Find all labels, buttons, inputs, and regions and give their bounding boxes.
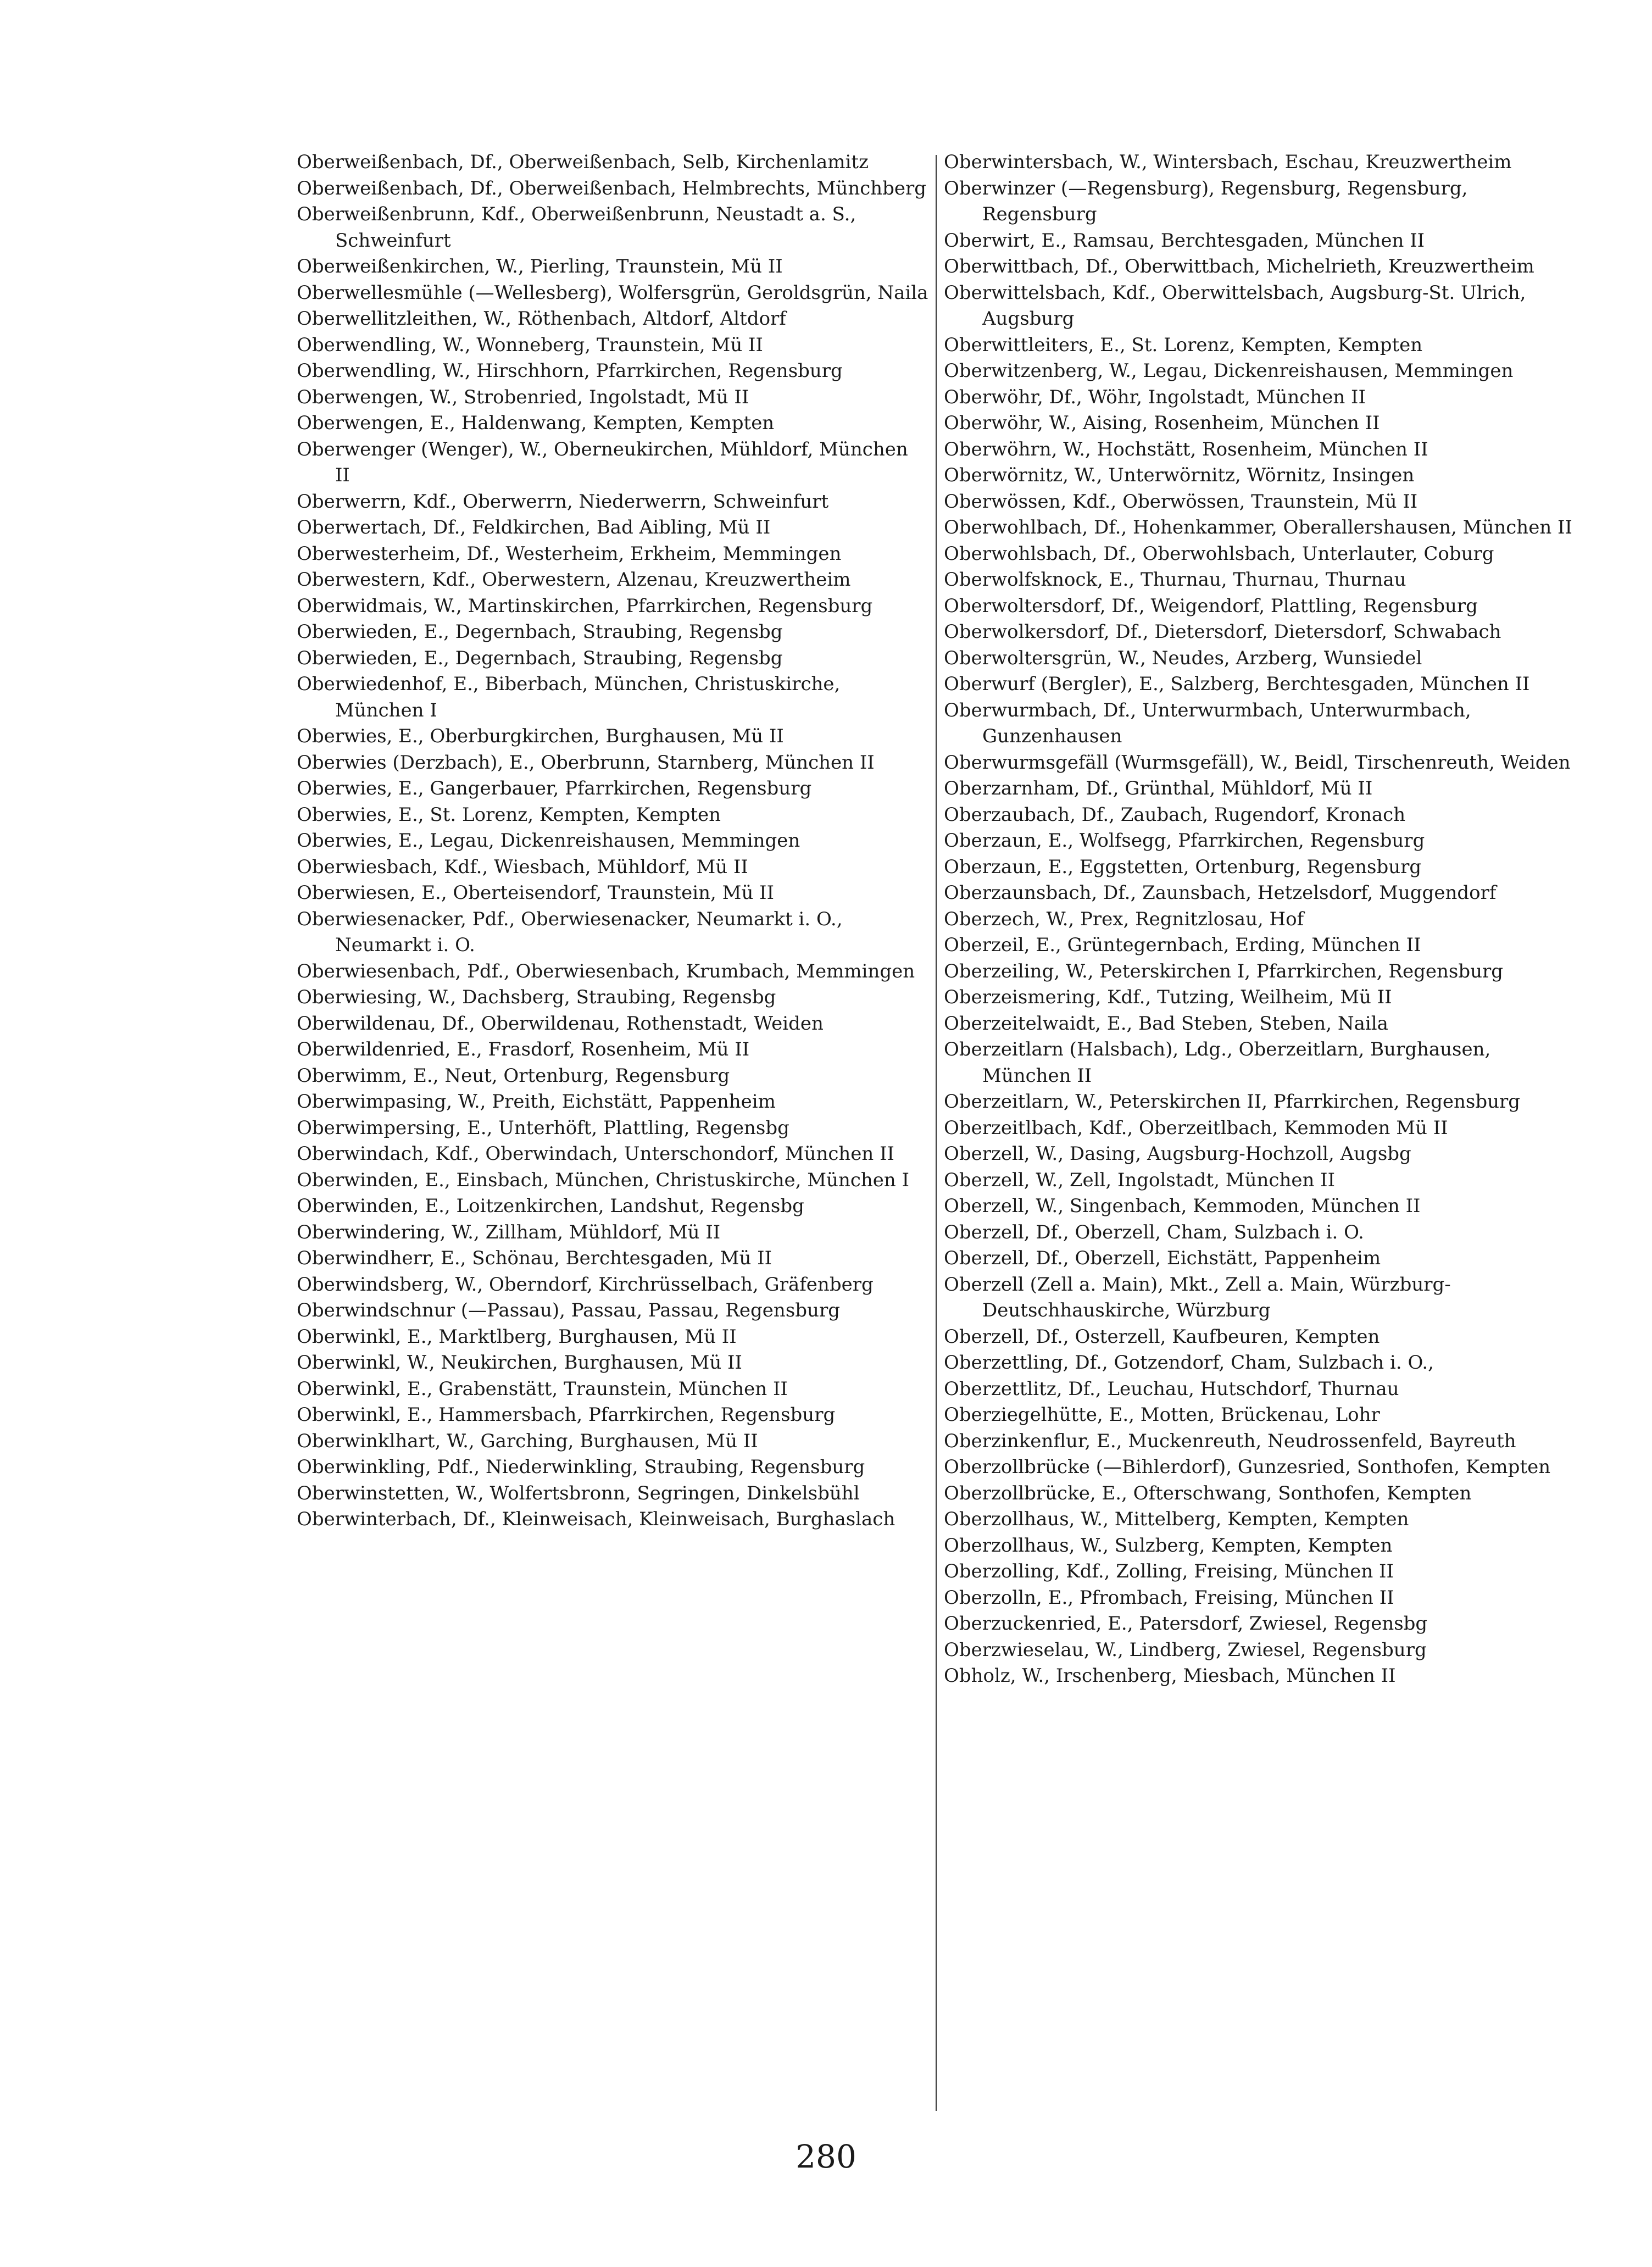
gazetteer-entry: Oberzell, W., Zell, Ingolstadt, München II — [944, 1169, 1336, 1191]
gazetteer-entry: Oberzollhaus, W., Mittelberg, Kempten, Kempten — [944, 1508, 1409, 1530]
gazetteer-entry: Oberzaun, E., Eggstetten, Ortenburg, Regensburg — [944, 855, 1422, 878]
right-column — [944, 149, 1576, 1690]
gazetteer-entry: Oberwitzenberg, W., Legau, Dickenreishausen, Memmingen — [944, 360, 1514, 382]
gazetteer-entry: Oberzaubach, Df., Zaubach, Rugendorf, Kronach — [944, 803, 1406, 826]
gazetteer-entry: Oberwinden, E., Loitzenkirchen, Landshut, Regensbg — [297, 1195, 804, 1217]
gazetteer-entry: Oberwenger (Wenger), W., Oberneukirchen, Mühldorf, München II — [297, 438, 908, 486]
gazetteer-entry: Oberzeitlbach, Kdf., Oberzeitlbach, Kemmoden Mü II — [944, 1116, 1448, 1139]
gazetteer-entry: Oberwoltersgrün, W., Neudes, Arzberg, Wunsiedel — [944, 647, 1422, 669]
gazetteer-entry: Oberweißenbrunn, Kdf., Oberweißenbrunn, Neustadt a. S., Schweinfurt — [297, 203, 856, 252]
gazetteer-entry: Oberzeismering, Kdf., Tutzing, Weilheim, Mü II — [944, 986, 1392, 1008]
gazetteer-entry: Oberwirt, E., Ramsau, Berchtesgaden, München II — [944, 229, 1425, 252]
gazetteer-entry: Oberwinkl, E., Hammersbach, Pfarrkirchen, Regensburg — [297, 1404, 836, 1426]
gazetteer-entry: Oberwöhrn, W., Hochstätt, Rosenheim, München II — [944, 438, 1428, 460]
gazetteer-entry: Oberwinkl, E., Grabenstätt, Traunstein, München II — [297, 1377, 788, 1400]
gazetteer-entry: Oberzaunsbach, Df., Zaunsbach, Hetzelsdorf, Muggendorf — [944, 882, 1497, 904]
gazetteer-entry: Oberwiesen, E., Oberteisendorf, Traunstein, Mü II — [297, 882, 775, 904]
gazetteer-entry: Oberwittbach, Df., Oberwittbach, Michelrieth, Kreuzwertheim — [944, 255, 1534, 277]
gazetteer-entry: Oberwössen, Kdf., Oberwössen, Traunstein, Mü II — [944, 490, 1418, 513]
gazetteer-entry: Oberzell, Df., Oberzell, Eichstätt, Pappenheim — [944, 1247, 1381, 1269]
gazetteer-entry: Oberwiedenhof, E., Biberbach, München, Christuskirche, München I — [297, 673, 841, 721]
gazetteer-entry: Oberwurmsgefäll (Wurmsgefäll), W., Beidl, Tirschenreuth, Weiden — [944, 751, 1571, 774]
gazetteer-entry: Oberzeitlarn (Halsbach), Ldg., Oberzeitlarn, Burghausen, München II — [944, 1038, 1491, 1087]
gazetteer-entry: Oberwiesbach, Kdf., Wiesbach, Mühldorf, Mü II — [297, 855, 748, 878]
gazetteer-entry: Oberwieden, E., Degernbach, Straubing, Regensbg — [297, 621, 783, 643]
gazetteer-entry: Oberzuckenried, E., Patersdorf, Zwiesel, Regensbg — [944, 1613, 1428, 1635]
gazetteer-entry: Oberwendling, W., Hirschhorn, Pfarrkirchen, Regensburg — [297, 360, 843, 382]
gazetteer-entry: Oberziegelhütte, E., Motten, Brückenau, Lohr — [944, 1404, 1380, 1426]
gazetteer-entry: Oberweißenbach, Df., Oberweißenbach, Helmbrechts, Münchberg — [297, 177, 927, 199]
gazetteer-entry: Oberzaun, E., Wolfsegg, Pfarrkirchen, Regensburg — [944, 830, 1425, 852]
gazetteer-entry: Oberwengen, E., Haldenwang, Kempten, Kempten — [297, 412, 775, 434]
gazetteer-entry: Oberwinstetten, W., Wolfertsbronn, Segringen, Dinkelsbühl — [297, 1482, 860, 1504]
gazetteer-entry: Oberwiesenbach, Pdf., Oberwiesenbach, Krumbach, Memmingen — [297, 960, 915, 982]
gazetteer-entry: Oberwies (Derzbach), E., Oberbrunn, Starnberg, München II — [297, 751, 875, 774]
gazetteer-entry: Oberwinzer (—Regensburg), Regensburg, Regensburg, Regensburg — [944, 177, 1468, 225]
gazetteer-entry: Oberwies, E., Legau, Dickenreishausen, Memmingen — [297, 830, 800, 852]
gazetteer-entry: Oberzollhaus, W., Sulzberg, Kempten, Kempten — [944, 1534, 1393, 1557]
gazetteer-entry: Oberwellesmühle (—Wellesberg), Wolfersgrün, Geroldsgrün, Naila — [297, 281, 928, 304]
gazetteer-entry: Oberwoltersdorf, Df., Weigendorf, Plattling, Regensburg — [944, 594, 1478, 617]
page-number: 280 — [796, 2138, 856, 2175]
gazetteer-entry: Oberwesterheim, Df., Westerheim, Erkheim, Memmingen — [297, 542, 842, 565]
gazetteer-entry: Oberzettling, Df., Gotzendorf, Cham, Sulzbach i. O., — [944, 1352, 1434, 1374]
gazetteer-entry: Oberwohlsbach, Df., Oberwohlsbach, Unterlauter, Coburg — [944, 542, 1494, 565]
gazetteer-entry: Oberwintersbach, W., Wintersbach, Eschau, Kreuzwertheim — [944, 151, 1512, 173]
gazetteer-entry: Obholz, W., Irschenberg, Miesbach, München II — [944, 1665, 1396, 1687]
gazetteer-entry: Oberwengen, W., Strobenried, Ingolstadt, Mü II — [297, 386, 749, 408]
gazetteer-entry: Oberzollbrücke, E., Ofterschwang, Sonthofen, Kempten — [944, 1482, 1472, 1504]
gazetteer-entry: Oberwiesing, W., Dachsberg, Straubing, Regensbg — [297, 986, 776, 1008]
gazetteer-entry: Oberwidmais, W., Martinskirchen, Pfarrkirchen, Regensburg — [297, 594, 873, 617]
gazetteer-entry: Oberzettlitz, Df., Leuchau, Hutschdorf, Thurnau — [944, 1377, 1399, 1400]
gazetteer-entry: Oberwinkl, E., Marktlberg, Burghausen, Mü II — [297, 1325, 737, 1348]
gazetteer-entry: Oberzollbrücke (—Bihlerdorf), Gunzesried, Sonthofen, Kempten — [944, 1456, 1551, 1478]
gazetteer-entry: Oberwies, E., St. Lorenz, Kempten, Kempten — [297, 803, 721, 826]
gazetteer-entry: Oberzeitelwaidt, E., Bad Steben, Steben, Naila — [944, 1012, 1388, 1035]
gazetteer-entry: Oberwendling, W., Wonneberg, Traunstein, Mü II — [297, 334, 763, 356]
gazetteer-entry: Oberwurf (Bergler), E., Salzberg, Berchtesgaden, München II — [944, 673, 1530, 695]
gazetteer-entry: Oberwinkl, W., Neukirchen, Burghausen, Mü II — [297, 1352, 742, 1374]
gazetteer-entry: Oberwiesenacker, Pdf., Oberwiesenacker, Neumarkt i. O., Neumarkt i. O. — [297, 908, 843, 956]
gazetteer-entry: Oberwöhr, Df., Wöhr, Ingolstadt, München II — [944, 386, 1366, 408]
gazetteer-entry: Oberzarnham, Df., Grünthal, Mühldorf, Mü II — [944, 777, 1373, 799]
gazetteer-entry: Oberwieden, E., Degernbach, Straubing, Regensbg — [297, 647, 783, 669]
gazetteer-entry: Oberwestern, Kdf., Oberwestern, Alzenau, Kreuzwertheim — [297, 569, 851, 591]
gazetteer-entry: Oberwolfsknock, E., Thurnau, Thurnau, Thurnau — [944, 569, 1406, 591]
gazetteer-entry: Oberwindsberg, W., Oberndorf, Kirchrüsselbach, Gräfenberg — [297, 1273, 874, 1296]
gazetteer-entry: Oberwindschnur (—Passau), Passau, Passau, Regensburg — [297, 1299, 840, 1321]
gazetteer-entry: Oberzech, W., Prex, Regnitzlosau, Hof — [944, 908, 1304, 930]
gazetteer-entry: Oberweißenbach, Df., Oberweißenbach, Selb, Kirchenlamitz — [297, 151, 869, 173]
gazetteer-entry: Oberzwieselau, W., Lindberg, Zwiesel, Regensburg — [944, 1638, 1427, 1661]
gazetteer-entry: Oberwohlbach, Df., Hohenkammer, Oberallershausen, München II — [944, 516, 1572, 538]
gazetteer-entry: Oberwolkersdorf, Df., Dietersdorf, Dietersdorf, Schwabach — [944, 621, 1501, 643]
gazetteer-entry: Oberzeil, E., Grüntegernbach, Erding, München II — [944, 934, 1421, 956]
gazetteer-entry: Oberwindherr, E., Schönau, Berchtesgaden, Mü II — [297, 1247, 772, 1269]
gazetteer-entry: Oberzeiling, W., Peterskirchen I, Pfarrkirchen, Regensburg — [944, 960, 1504, 982]
left-column — [297, 149, 928, 1533]
gazetteer-entry: Oberwimm, E., Neut, Ortenburg, Regensburg — [297, 1064, 730, 1087]
gazetteer-entry: Oberwittleiters, E., St. Lorenz, Kempten, Kempten — [944, 334, 1423, 356]
gazetteer-entry: Oberzell, Df., Oberzell, Cham, Sulzbach i. O. — [944, 1221, 1364, 1243]
gazetteer-entry: Oberweißenkirchen, W., Pierling, Traunstein, Mü II — [297, 255, 783, 277]
gazetteer-entry: Oberzell, W., Dasing, Augsburg-Hochzoll, Augsbg — [944, 1143, 1411, 1165]
gazetteer-entry: Oberwittelsbach, Kdf., Oberwittelsbach, Augsburg-St. Ulrich, Augsburg — [944, 281, 1526, 330]
gazetteer-entry: Oberwinkling, Pdf., Niederwinkling, Straubing, Regensburg — [297, 1456, 865, 1478]
gazetteer-entry: Oberwertach, Df., Feldkirchen, Bad Aibling, Mü II — [297, 516, 771, 538]
gazetteer-entry: Oberzolling, Kdf., Zolling, Freising, München II — [944, 1560, 1394, 1582]
gazetteer-entry: Oberwellitzleithen, W., Röthenbach, Altdorf, Altdorf — [297, 308, 786, 330]
gazetteer-entry: Oberwinklhart, W., Garching, Burghausen, Mü II — [297, 1430, 758, 1452]
gazetteer-entry: Oberwindering, W., Zillham, Mühldorf, Mü II — [297, 1221, 721, 1243]
gazetteer-entry: Oberwimpersing, E., Unterhöft, Plattling, Regensbg — [297, 1116, 789, 1139]
gazetteer-entry: Oberwies, E., Oberburgkirchen, Burghausen, Mü II — [297, 725, 784, 747]
gazetteer-entry: Oberwildenried, E., Frasdorf, Rosenheim, Mü II — [297, 1038, 750, 1060]
gazetteer-entry: Oberwinden, E., Einsbach, München, Christuskirche, München I — [297, 1169, 910, 1191]
gazetteer-entry: Oberwöhr, W., Aising, Rosenheim, München II — [944, 412, 1380, 434]
gazetteer-entry: Oberzinkenflur, E., Muckenreuth, Neudrossenfeld, Bayreuth — [944, 1430, 1516, 1452]
gazetteer-entry: Oberzell, Df., Osterzell, Kaufbeuren, Kempten — [944, 1325, 1380, 1348]
gazetteer-entry: Oberzolln, E., Pfrombach, Freising, München II — [944, 1586, 1394, 1609]
gazetteer-entry: Oberzell (Zell a. Main), Mkt., Zell a. Main, Würzburg-Deutschhauskirche, Würzburg — [944, 1273, 1451, 1321]
gazetteer-entry: Oberwildenau, Df., Oberwildenau, Rothenstadt, Weiden — [297, 1012, 824, 1035]
gazetteer-entry: Oberwimpasing, W., Preith, Eichstätt, Pappenheim — [297, 1091, 776, 1113]
gazetteer-entry: Oberzell, W., Singenbach, Kemmoden, München II — [944, 1195, 1421, 1217]
gazetteer-entry: Oberzeitlarn, W., Peterskirchen II, Pfarrkirchen, Regensburg — [944, 1091, 1521, 1113]
gazetteer-entry: Oberwies, E., Gangerbauer, Pfarrkirchen, Regensburg — [297, 777, 812, 799]
gazetteer-entry: Oberwurmbach, Df., Unterwurmbach, Unterwurmbach, Gunzenhausen — [944, 699, 1471, 747]
gazetteer-entry: Oberwerrn, Kdf., Oberwerrn, Niederwerrn, Schweinfurt — [297, 490, 829, 513]
gazetteer-entry: Oberwörnitz, W., Unterwörnitz, Wörnitz, Insingen — [944, 464, 1415, 486]
gazetteer-entry: Oberwinterbach, Df., Kleinweisach, Kleinweisach, Burghaslach — [297, 1508, 895, 1530]
column-divider — [936, 155, 937, 2111]
gazetteer-entry: Oberwindach, Kdf., Oberwindach, Unterschondorf, München II — [297, 1143, 894, 1165]
